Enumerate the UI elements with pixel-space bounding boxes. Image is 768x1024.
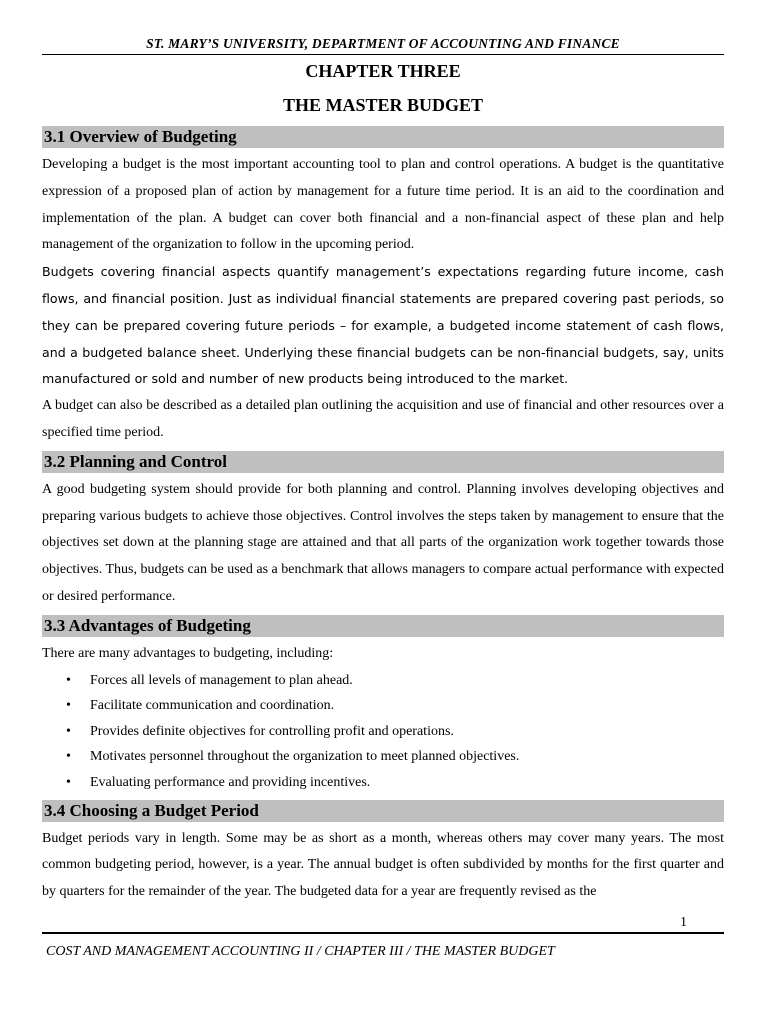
bullet-icon: • [66,698,71,714]
page-content [42,126,724,906]
bullet-icon: • [66,749,71,765]
bullet-icon: • [66,672,71,688]
advantages-list [42,668,724,796]
footer-rule [42,932,724,934]
chapter-title: CHAPTER THREE [305,61,461,81]
chapter-subtitle: THE MASTER BUDGET [282,95,484,115]
list-item: • Evaluating performance and providing incentives. [42,770,724,796]
paragraph: Developing a budget is the most important accounting tool to plan and control operations. A budget is the quantitative expression of a proposed plan of action by management for a future time period. It is an aid to the coordination and implementation of the plan. A budget can cover both financial and a non-financial aspect of these plan and help management of the organization to follow in the upcoming period. [42,157,724,253]
paragraph: A budget can also be described as a detailed plan outlining the acquisition and use of financial and other resources over a specified time period. [42,398,724,440]
section-heading-budget-period: 3.4 Choosing a Budget Period [42,800,724,822]
paragraph: Budget periods vary in length. Some may be as short as a month, whereas others may cover many years. The most common budgeting period, however, is a year. The annual budget is often subdivided by months for the first quarter and by quarters for the remainder of the year. The budgeted data for a year are frequently revised as the [42,830,724,900]
list-item: • Facilitate communication and coordination. [42,693,724,719]
paragraph: Budgets covering financial aspects quantify management’s expectations regarding future income, cash flows, and financial position. Just as individual financial statements are prepared covering past periods, so they can be prepared covering future periods – for example, a budgeted income statement of cash flows, and a budgeted balance sheet. Underlying these financial budgets can be non-financial budgets, say, units manufactured or sold and number of new products being introduced to the market. [42,264,724,387]
header-rule [42,54,724,55]
list-item: • Motivates personnel throughout the organization to meet planned objectives. [42,744,724,770]
list-item: • Provides definite objectives for controlling profit and operations. [42,719,724,745]
bullet-icon: • [66,774,71,790]
list-item: • Forces all levels of management to plan ahead. [42,668,724,694]
page-number: 1 [680,915,687,930]
paragraph: A good budgeting system should provide for both planning and control. Planning involves developing objectives and preparing various budgets to achieve those objectives. Control involves the steps taken by management to ensure that the objectives set down at the planning stage are attained and that all parts of the organization work together towards those objectives. Thus, budgets can be used as a benchmark that allows managers to compare actual performance with expected or desired performance. [42,481,724,604]
running-footer: COST AND MANAGEMENT ACCOUNTING II / CHAPTER III / THE MASTER BUDGET [46,944,555,959]
running-header: ST. MARY’S UNIVERSITY, DEPARTMENT OF ACCOUNTING AND FINANCE [146,36,620,51]
section-heading-advantages: 3.3 Advantages of Budgeting [42,615,724,637]
paragraph: There are many advantages to budgeting, including: [42,645,334,661]
section-heading-planning-control: 3.2 Planning and Control [42,451,724,473]
section-heading-overview: 3.1 Overview of Budgeting [42,126,724,148]
bullet-icon: • [66,723,71,739]
